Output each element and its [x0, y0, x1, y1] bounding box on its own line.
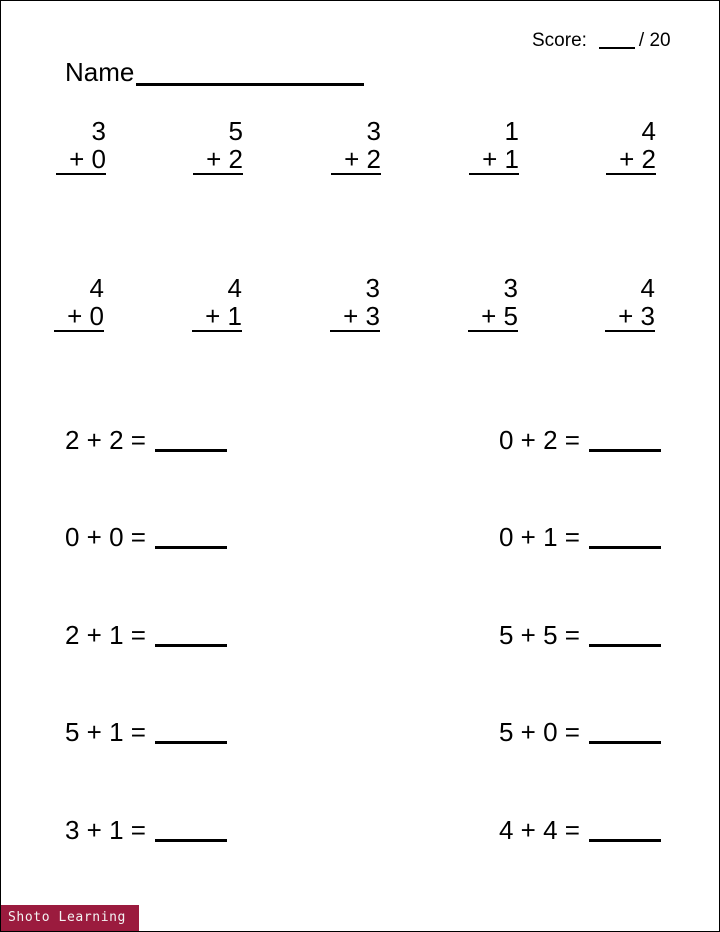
equation-text: 0 + 2 = — [499, 425, 580, 455]
equation-text: 5 + 0 = — [499, 717, 580, 747]
vertical-problem — [468, 273, 518, 332]
equation-text: 4 + 4 = — [499, 815, 580, 845]
problem-top: 3 — [366, 116, 381, 146]
problem-top: 3 — [91, 116, 106, 146]
vertical-problem — [193, 116, 243, 175]
vertical-problem — [469, 116, 519, 175]
vertical-problem — [331, 116, 381, 175]
horizontal-problem — [65, 522, 227, 552]
answer-blank[interactable] — [155, 839, 227, 842]
name-line[interactable] — [136, 83, 364, 86]
vertical-problem — [330, 273, 380, 332]
answer-blank[interactable] — [589, 644, 661, 647]
horizontal-problem — [499, 425, 661, 455]
score-total: / 20 — [638, 30, 671, 51]
horizontal-problem — [499, 815, 661, 845]
problem-top: 3 — [365, 273, 380, 303]
vertical-problem — [606, 116, 656, 175]
answer-blank[interactable] — [589, 839, 661, 842]
name-area — [65, 57, 364, 87]
horizontal-problem — [499, 717, 661, 747]
equation-text: 3 + 1 = — [65, 815, 146, 845]
answer-blank[interactable] — [155, 449, 227, 452]
answer-blank[interactable] — [589, 741, 661, 744]
horizontal-problem — [65, 620, 227, 650]
problem-addend: + 3 — [605, 303, 655, 332]
answer-blank[interactable] — [589, 449, 661, 452]
problem-addend: + 1 — [192, 303, 242, 332]
horizontal-problem — [499, 620, 661, 650]
horizontal-problem — [499, 522, 661, 552]
problem-addend: + 2 — [193, 146, 243, 175]
answer-blank[interactable] — [155, 546, 227, 549]
vertical-problem — [605, 273, 655, 332]
name-label: Name — [65, 57, 135, 87]
answer-blank[interactable] — [155, 741, 227, 744]
answer-blank[interactable] — [589, 546, 661, 549]
vertical-problem — [192, 273, 242, 332]
problem-top: 4 — [227, 273, 242, 303]
vertical-problem — [56, 116, 106, 175]
equation-text: 0 + 1 = — [499, 522, 580, 552]
problem-top: 4 — [89, 273, 104, 303]
brand-badge: Shoto Learning — [1, 905, 139, 931]
horizontal-problem — [65, 425, 227, 455]
score-area — [532, 30, 671, 52]
problem-top: 1 — [504, 116, 519, 146]
equation-text: 5 + 5 = — [499, 620, 580, 650]
vertical-problem — [54, 273, 104, 332]
problem-top: 4 — [640, 273, 655, 303]
problem-addend: + 3 — [330, 303, 380, 332]
equation-text: 5 + 1 = — [65, 717, 146, 747]
problem-addend: + 2 — [331, 146, 381, 175]
horizontal-problem — [65, 815, 227, 845]
equation-text: 0 + 0 = — [65, 522, 146, 552]
problem-addend: + 5 — [468, 303, 518, 332]
score-blank[interactable] — [599, 47, 635, 49]
problem-addend: + 2 — [606, 146, 656, 175]
problem-top: 3 — [503, 273, 518, 303]
horizontal-problem — [65, 717, 227, 747]
equation-text: 2 + 2 = — [65, 425, 146, 455]
problem-addend: + 0 — [54, 303, 104, 332]
answer-blank[interactable] — [155, 644, 227, 647]
problem-top: 5 — [228, 116, 243, 146]
problem-addend: + 0 — [56, 146, 106, 175]
problem-top: 4 — [641, 116, 656, 146]
equation-text: 2 + 1 = — [65, 620, 146, 650]
problem-addend: + 1 — [469, 146, 519, 175]
score-label: Score: — [532, 30, 587, 51]
